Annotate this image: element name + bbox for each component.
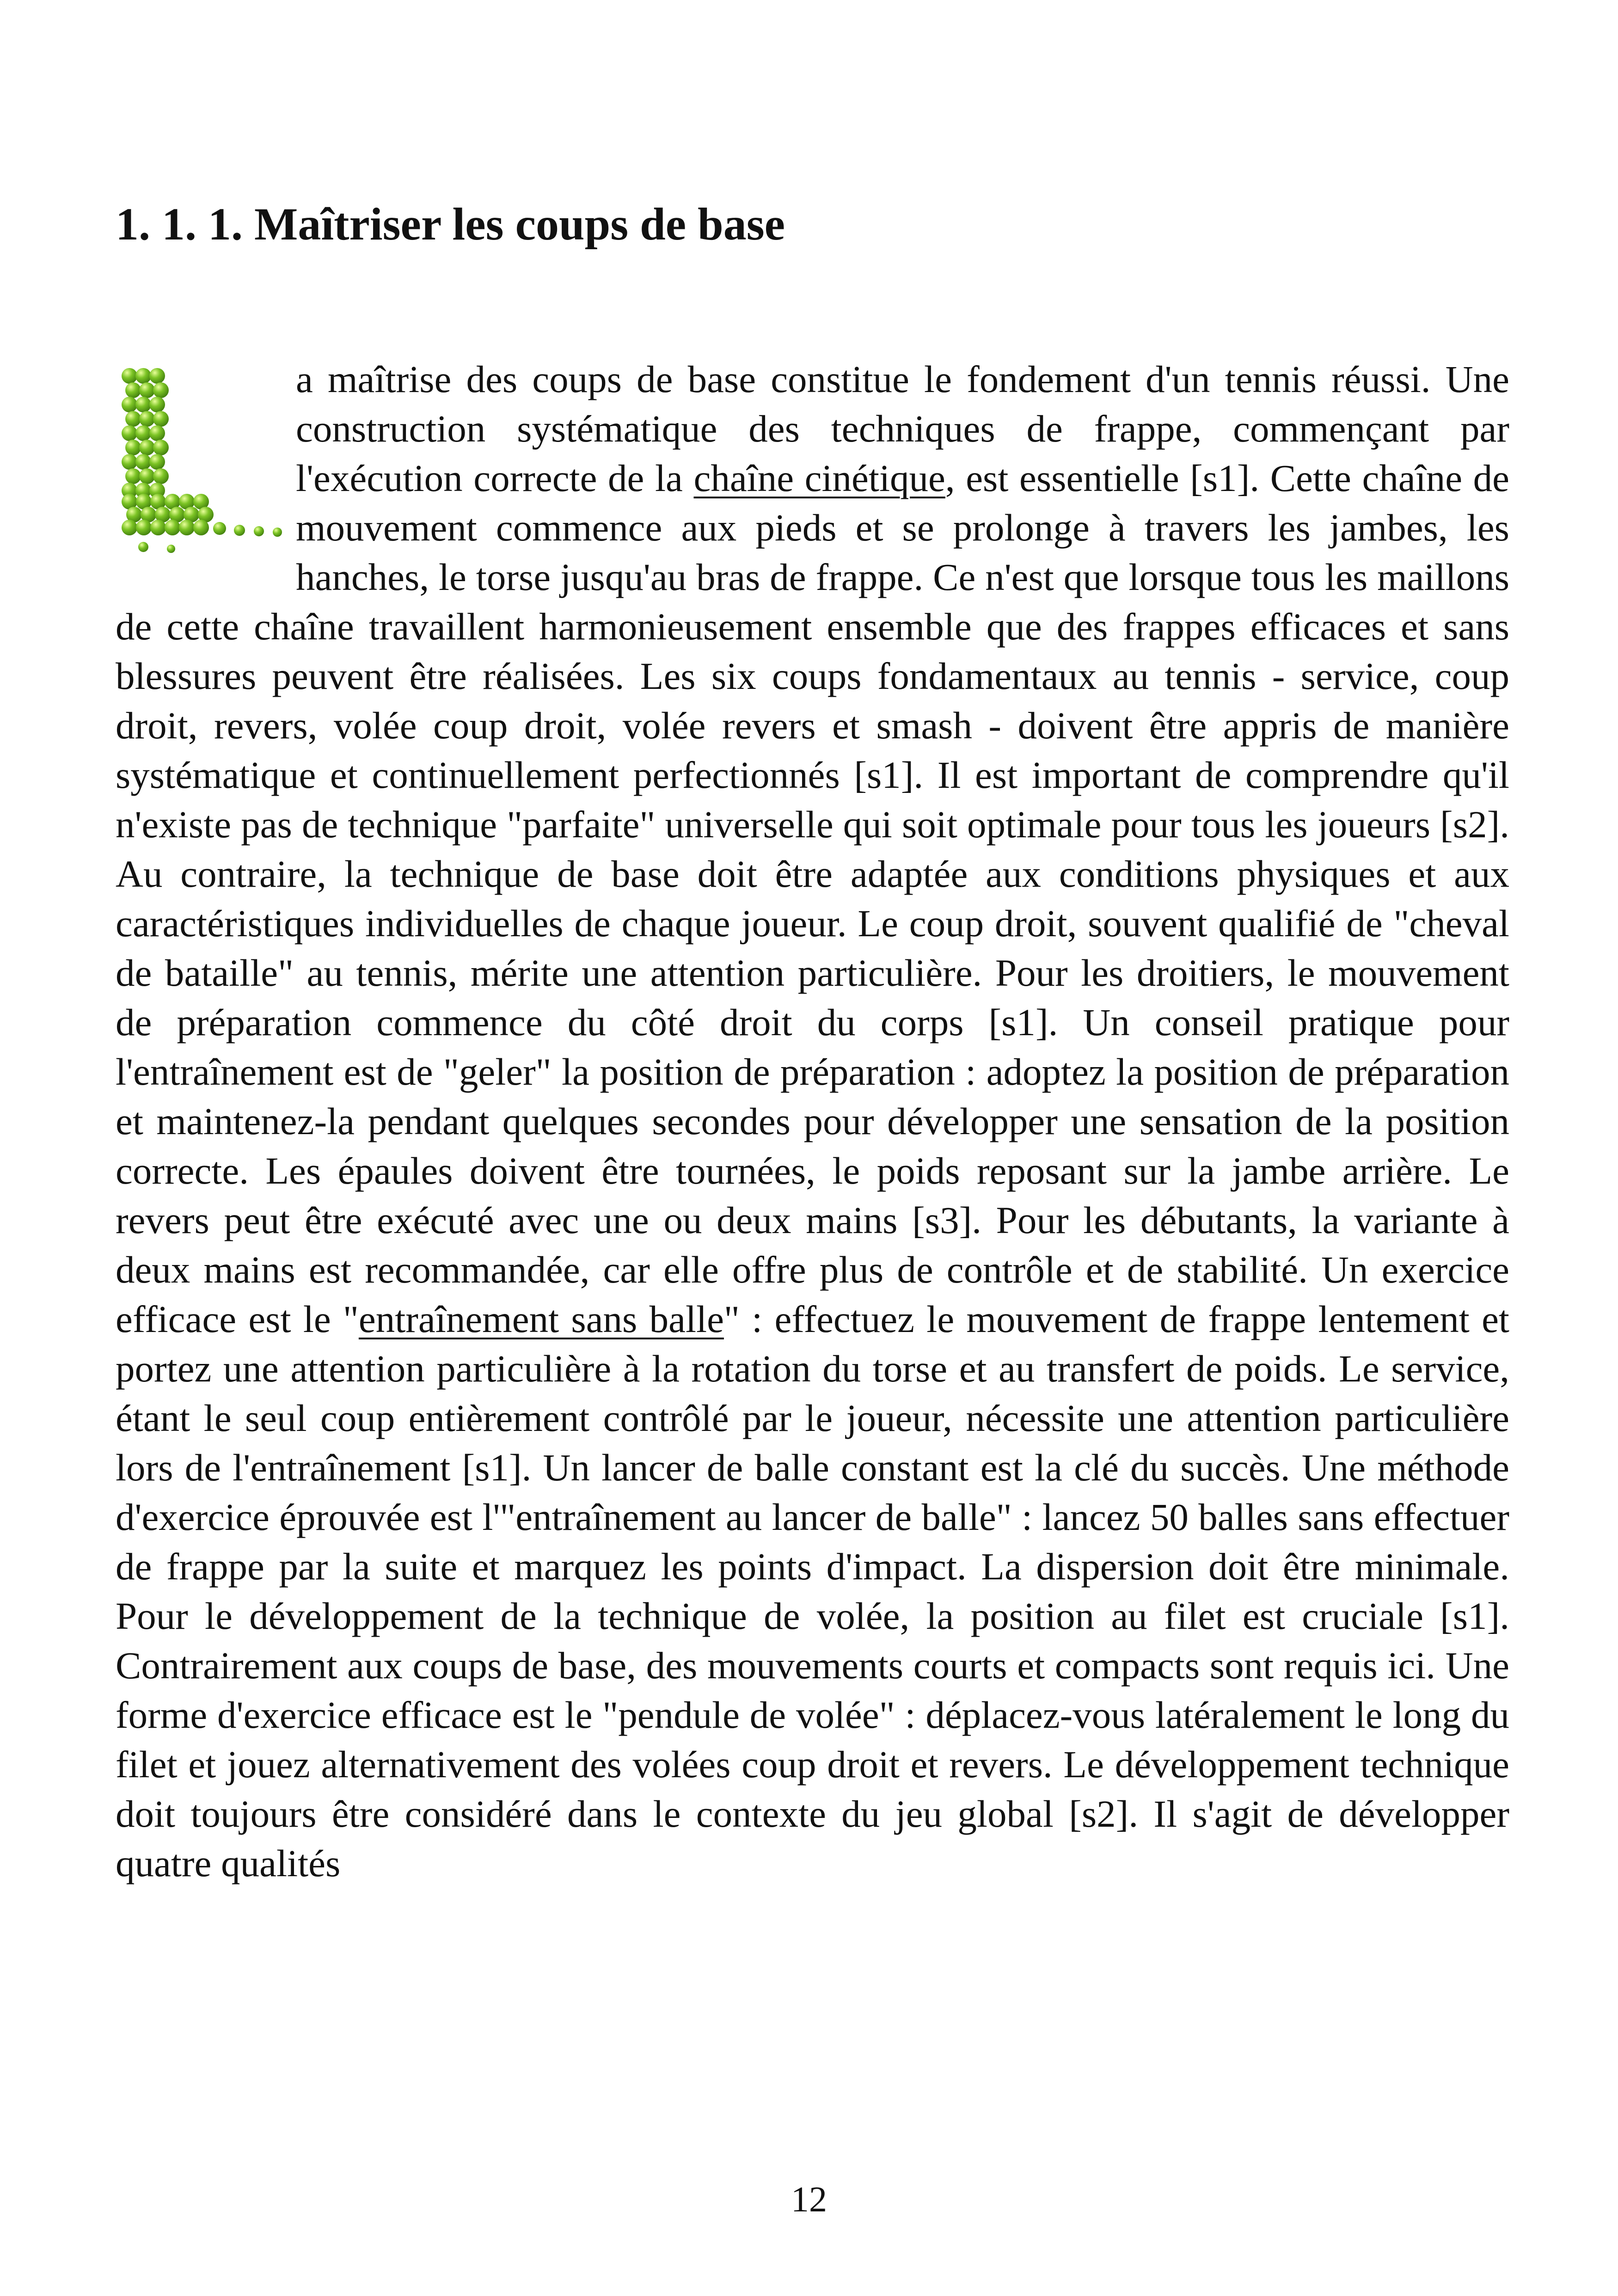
body-text-part-2: , est essentielle [s1]. Cette chaîne de mouvement commence aux pieds et se prolonge à travers les jambes, les hanches, le torse jusqu'au bras de frappe. Ce n'est que lorsque tous les maillons de cette chaîne travaillent harmonieusement ensemble que des frappes efficaces et sans blessures peuvent être réalisées. Les six coups fondamentaux au tennis - service, coup droit, revers, volée coup droit, volée revers et smash - doivent être appris de manière systématique et continuellement perfectionnés [s1]. Il est important de comprendre qu'il n'existe pas de technique "parfaite" universelle qui soit optimale pour tous les joueurs [s2]. Au contraire, la technique de base doit être adaptée aux conditions physiques et aux caractéristiques individuelles de chaque joueur. Le coup droit, souvent qualifié de "cheval de bataille" au tennis, mérite une attention particulière. Pour les droitiers, le mouvement de préparation commence du côté droit du corps [s1]. Un conseil pratique pour l'entraînement est de "geler" la position de préparation : adoptez la position de préparation et maintenez-la pendant quelques secondes pour développer une sensation de la position correcte. Les épaules doivent être tournées, le poids reposant sur la jambe arrière. Le revers peut être exécuté avec une ou deux mains [s3]. Pour les débutants, la variante à deux mains est recommandée, car elle offre plus de contrôle et de stabilité. Un exercice efficace est le " [116,457,1509,1340]
page-number: 12 [791,2179,827,2219]
section-heading: 1. 1. 1. Maîtriser les coups de base [116,198,785,250]
body-text-part-3: " : effectuez le mouvement de frappe lentement et portez une attention particulière à la rotation du torse et au transfert de poids. Le service, étant le seul coup entièrement contrôlé par le joueur, nécessite une attention particulière lors de l'entraînement [s1]. Un lancer de balle constant est la clé du succès. Une méthode d'exercice éprouvée est l'"entraînement au lancer de balle" : lancez 50 balles sans effectuer de frappe par la suite et marquez les points d'impact. La dispersion doit être minimale. Pour le développement de la technique de volée, la position au filet est cruciale [s1]. Contrairement aux coups de base, des mouvements courts et compacts sont requis ici. Une forme d'exercice efficace est le "pendule de volée" : déplacez-vous latéralement le long du filet et jouez alternativement des volées coup droit et revers. Le développement technique doit toujours être considéré dans le contexte du jeu global [s2]. Il s'agit de développer quatre qualités [116,1298,1509,1885]
body-text-part-1: a maîtrise des coups de base constitue le fondement d'un tennis réussi. Une construction systématique des techniques de frappe, commençant par l'exécution correcte de la [296,358,1509,499]
chaine-cinetique-link[interactable]: chaîne cinétique [693,457,945,499]
body-paragraph [116,355,1509,1888]
tennis-ball-letter-icon [116,363,287,555]
entrainement-sans-balle-link[interactable]: entraînement sans balle [358,1298,724,1340]
